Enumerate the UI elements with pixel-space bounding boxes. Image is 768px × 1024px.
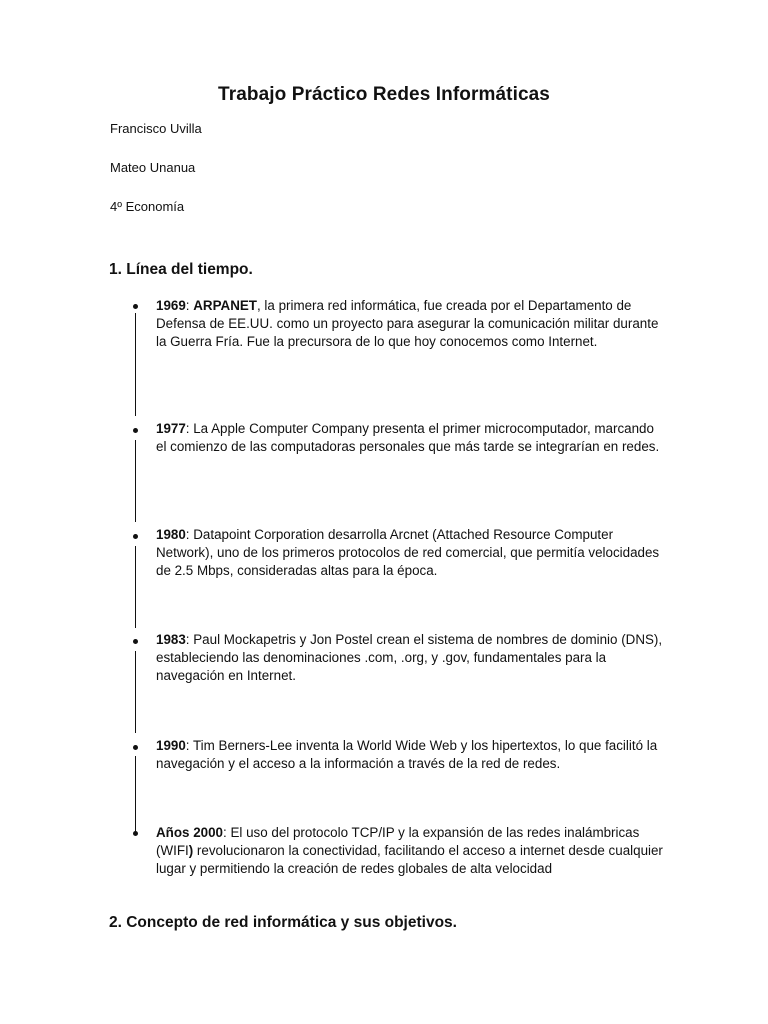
timeline-entry-1980 [156, 526, 666, 580]
course-label: 4º Economía [110, 199, 185, 214]
entry-year: 1980 [156, 527, 186, 542]
entry-text: : La Apple Computer Company presenta el primer microcomputador, marcando el comienzo de las computadoras personales que más tarde se integrarían en redes. [156, 421, 660, 454]
entry-text: : Paul Mockapetris y Jon Postel crean el sistema de nombres de dominio (DNS), estableciendo las denominaciones .com, .org, y .gov, fundamentales para la navegación en Internet. [156, 632, 663, 683]
entry-text: , la primera red informática, fue creada por el Departamento de Defensa de EE.UU. como un proyecto para asegurar la comunicación militar durante la Guerra Fría. Fue la precursora de lo que hoy conocemos como Internet. [156, 298, 659, 349]
timeline-connector [135, 440, 136, 522]
timeline-bullet [133, 831, 138, 836]
timeline-entry-1983 [156, 631, 666, 685]
timeline-connector [135, 313, 136, 416]
entry-year: 1990 [156, 738, 186, 753]
entry-year: 1977 [156, 421, 186, 436]
entry-name: ARPANET [193, 298, 257, 313]
entry-year: 1969 [156, 298, 186, 313]
timeline-bullet [133, 304, 138, 309]
timeline-connector [135, 546, 136, 628]
section-heading-timeline: 1. Línea del tiempo. [109, 261, 253, 278]
entry-paren: ) [188, 843, 194, 858]
entry-year: 1983 [156, 632, 186, 647]
entry-text: revolucionaron la conectividad, facilitando el acceso a internet desde cualquier lugar y permitiendo la creación de redes globales de alta velocidad [156, 843, 663, 876]
section-heading-concept: 2. Concepto de red informática y sus objetivos. [109, 914, 457, 931]
entry-text: : El uso del protocolo TCP/IP y la expansión de las redes inalámbricas (WIFI [156, 825, 640, 858]
timeline-bullet [133, 745, 138, 750]
entry-text: : Datapoint Corporation desarrolla Arcnet (Attached Resource Computer Network), uno de los primeros protocolos de red comercial, que permitía velocidades de 2.5 Mbps, consideradas altas para la época. [156, 527, 660, 578]
timeline-bullet [133, 639, 138, 644]
timeline-connector [135, 756, 136, 834]
document-title: Trabajo Práctico Redes Informáticas [218, 84, 550, 105]
timeline-bullet [133, 534, 138, 539]
timeline-connector [135, 651, 136, 733]
entry-year: Años 2000 [156, 825, 223, 840]
timeline-bullet [133, 428, 138, 433]
entry-separator: : [185, 298, 194, 313]
timeline-entry-1969 [156, 297, 666, 351]
author-2: Mateo Unanua [110, 160, 196, 175]
entry-text: : Tim Berners-Lee inventa la World Wide Web y los hipertextos, lo que facilitó la navegación y el acceso a la información a través de la red de redes. [156, 738, 658, 771]
author-1: Francisco Uvilla [110, 121, 202, 136]
timeline-entry-2000s [156, 824, 666, 878]
timeline-entry-1990 [156, 737, 666, 773]
timeline-entry-1977 [156, 420, 666, 456]
